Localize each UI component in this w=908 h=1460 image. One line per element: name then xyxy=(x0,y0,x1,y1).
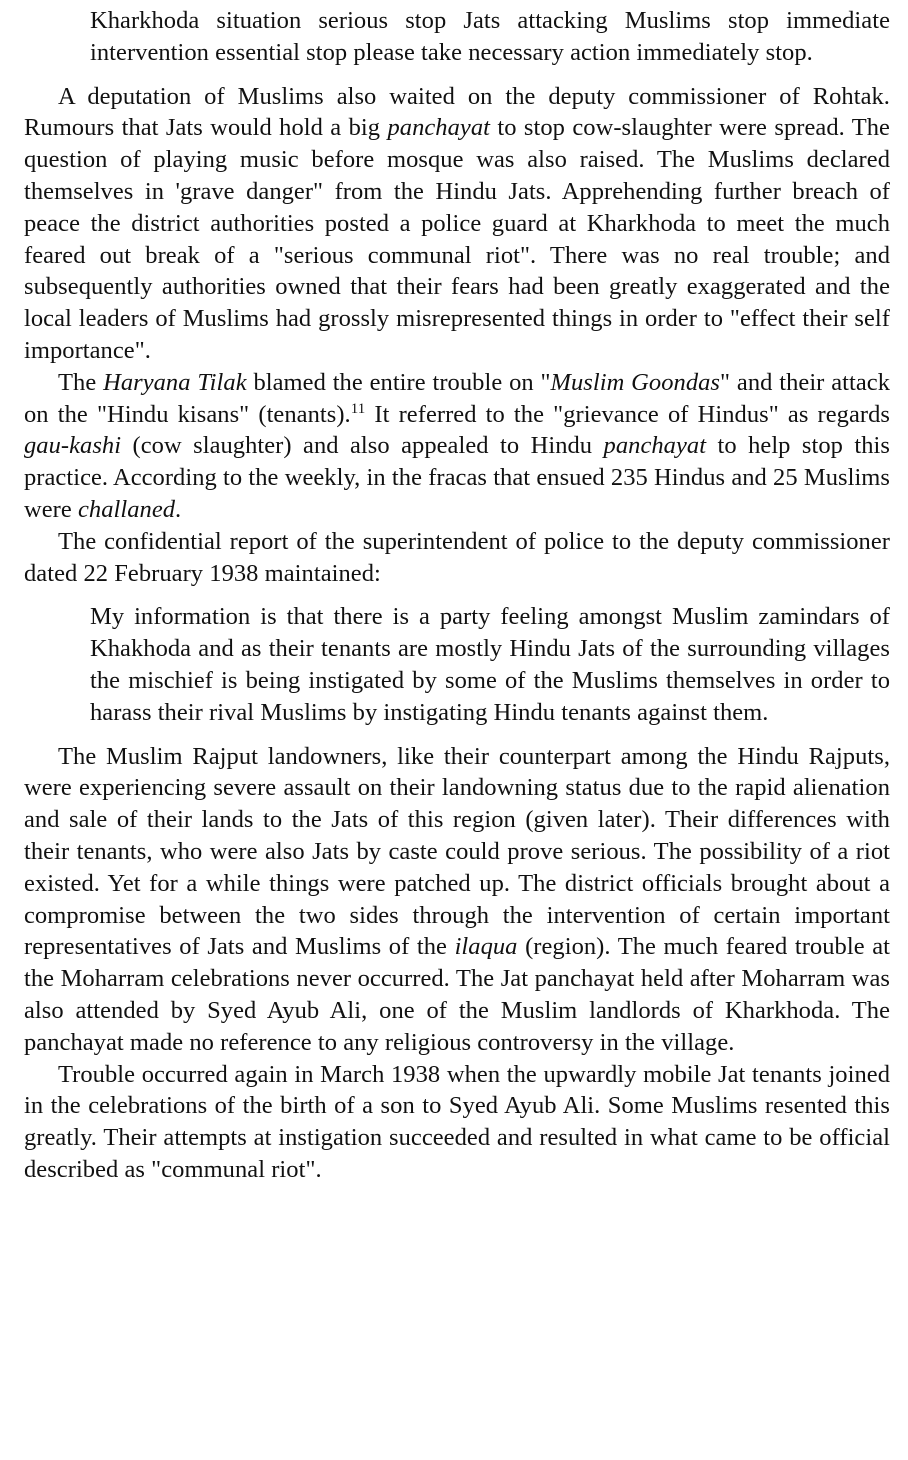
paragraph-march-1938 xyxy=(24,1059,890,1186)
text-run: The confidential report of the superintendent of police to the deputy commissioner dated 22 February 1938 maintained: xyxy=(24,527,890,587)
paragraph-deputation xyxy=(24,81,890,367)
italic-term: gau-kashi xyxy=(24,432,122,460)
italic-term: panchayat xyxy=(387,114,490,142)
paragraph-rajput-landowners xyxy=(24,741,890,1059)
paragraph-haryana-tilak xyxy=(24,367,890,526)
telegram-quote xyxy=(24,5,890,69)
text-run: It referred to the "grievance of Hindus" as regards xyxy=(365,400,891,428)
spacer xyxy=(24,69,890,81)
spacer xyxy=(24,589,890,601)
text-run: (region). The much feared trouble at the Moharram celebrations never occurred. The Jat panchayat held after Moharram was also attended by Syed Ayub Ali, one of the Muslim landlords of Kharkhoda. The panchayat made no reference to any religious controversy in the village. xyxy=(24,933,890,1056)
text-run: A deputation of Muslims also waited on the deputy commissioner of Rohtak. Rumours that Jats would hold a big xyxy=(24,82,890,142)
text-run: My information is that there is a party feeling amongst Muslim zamindars of Khakhoda and as their tenants are mostly Hindu Jats of the surrounding villages the mischief is being instigated by some of the Muslims themselves in order to harass their rival Muslims by instigating Hindu tenants against them. xyxy=(90,603,890,726)
paragraph-confidential-report xyxy=(24,526,890,590)
italic-term: ilaqua xyxy=(454,933,518,961)
italic-term: Muslim Goondas xyxy=(550,368,721,396)
text-run: The xyxy=(58,368,104,396)
italic-term: panchayat xyxy=(603,432,707,460)
text-run: " and their attack on the "Hindu kisans" (tenants). xyxy=(24,368,891,428)
text-run: (cow slaughter) and also appealed to Hindu xyxy=(121,432,604,460)
italic-term: challaned xyxy=(77,495,176,523)
italic-term: Haryana Tilak xyxy=(103,368,247,396)
text-run: to stop cow-slaughter were spread. The question of playing music before mosque was also raised. The Muslims declared themselves in 'grave danger" from the Hindu Jats. Apprehending further breach of peace the district authorities posted a police guard at Kharkhoda to meet the much feared out break of a "serious communal riot". There was no real trouble; and subsequently authorities owned that their fears had been greatly exaggerated and the local leaders of Muslims had grossly misrepresented things in order to "effect their self importance". xyxy=(24,114,890,364)
text-run: The Muslim Rajput landowners, like their counterpart among the Hindu Rajputs, were experiencing severe assault on their landowning status due to the rapid alienation and sale of their lands to the Jats of this region (given later). Their differences with their tenants, who were also Jats by caste could prove serious. The possibility of a riot existed. Yet for a while things were patched up. The district officials brought about a compromise between the two sides through the intervention of certain important representatives of Jats and Muslims of the xyxy=(24,742,890,961)
text-run: . xyxy=(175,495,182,523)
text-run: to help stop this practice. According to the weekly, in the fracas that ensued 235 Hindus and 25 Muslims were xyxy=(24,432,890,523)
footnote-marker: 11 xyxy=(350,400,366,417)
police-report-quote xyxy=(24,601,890,728)
text-run: blamed the entire trouble on " xyxy=(246,368,551,396)
text-run: Kharkhoda situation serious stop Jats attacking Muslims stop immediate intervention essential stop please take necessary action immediately stop. xyxy=(90,7,890,66)
text-run: Trouble occurred again in March 1938 when the upwardly mobile Jat tenants joined in the celebrations of the birth of a son to Syed Ayub Ali. Some Muslims resented this greatly. Their attempts at instigation succeeded and resulted in what came to be official described as "communal riot". xyxy=(24,1060,890,1183)
spacer xyxy=(24,729,890,741)
